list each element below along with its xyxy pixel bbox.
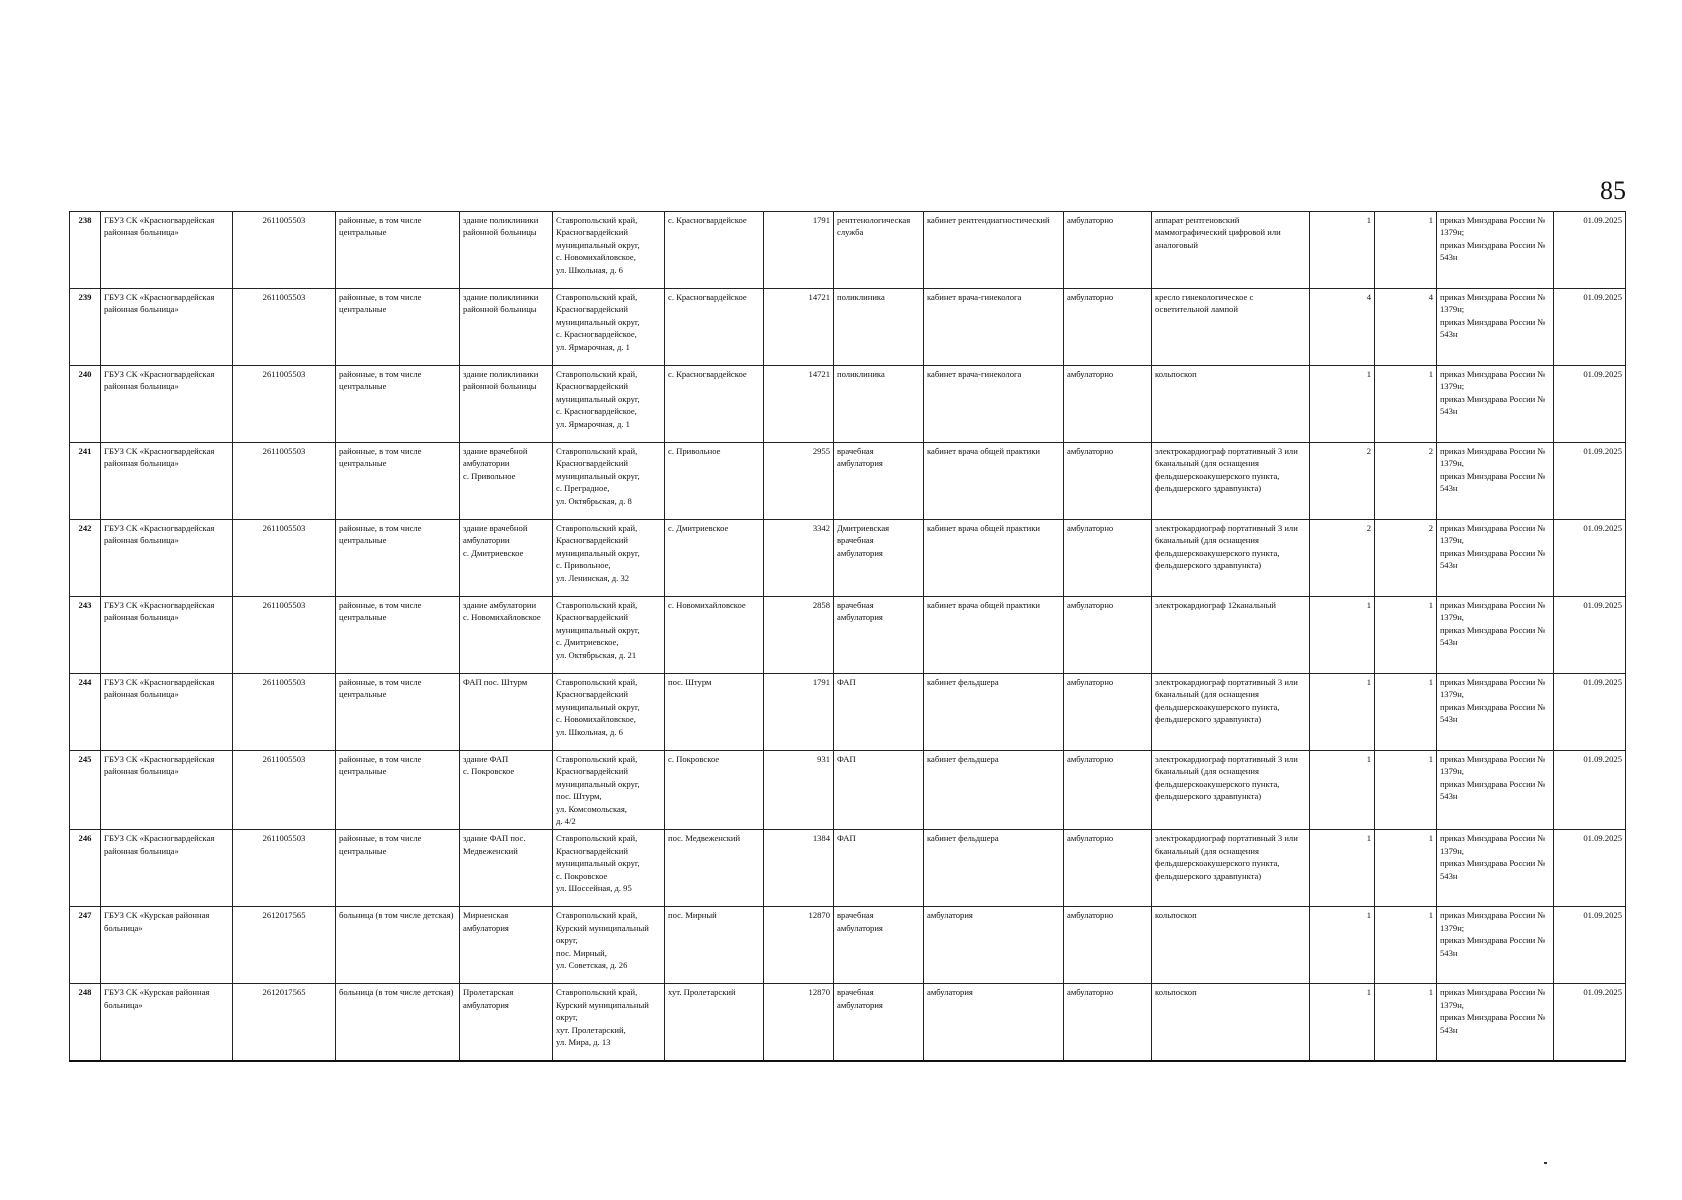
- building-cell: здание врачебной амбулатории с. Дмитриевское: [460, 520, 553, 597]
- organization-cell: ГБУЗ СК «Курская районная больница»: [101, 984, 233, 1061]
- planned-qty-cell: 4: [1375, 289, 1437, 366]
- inn-cell: 2611005503: [233, 366, 336, 443]
- population-cell: 3342: [764, 520, 834, 597]
- row-number: 239: [70, 289, 101, 366]
- table-row: [70, 289, 1626, 366]
- population-cell: 14721: [764, 366, 834, 443]
- equipment-cell: кольпоскоп: [1152, 366, 1310, 443]
- planned-qty-cell: 2: [1375, 443, 1437, 520]
- unit-cell: врачебная амбулатория: [834, 597, 924, 674]
- facility-type-cell: районные, в том числе центральные: [336, 212, 460, 289]
- organization-cell: ГБУЗ СК «Красногвардейская районная больница»: [101, 212, 233, 289]
- building-cell: Мирненская амбулатория: [460, 907, 553, 984]
- required-qty-cell: 1: [1310, 212, 1375, 289]
- settlement-cell: с. Привольное: [665, 443, 764, 520]
- required-qty-cell: 2: [1310, 520, 1375, 597]
- facility-type-cell: районные, в том числе центральные: [336, 366, 460, 443]
- facility-type-cell: районные, в том числе центральные: [336, 674, 460, 751]
- organization-cell: ГБУЗ СК «Красногвардейская районная больница»: [101, 597, 233, 674]
- mode-cell: амбулаторно: [1064, 984, 1152, 1061]
- table-row: [70, 366, 1626, 443]
- date-cell: 01.09.2025: [1554, 597, 1626, 674]
- cabinet-cell: амбулатория: [924, 907, 1064, 984]
- population-cell: 2955: [764, 443, 834, 520]
- equipment-cell: электрокардиограф портативный 3 или 6канальный (для оснащения фельдшерскоакушерского пункта, фельдшерского здравпункта): [1152, 674, 1310, 751]
- date-cell: 01.09.2025: [1554, 984, 1626, 1061]
- inn-cell: 2611005503: [233, 830, 336, 907]
- facility-type-cell: районные, в том числе центральные: [336, 597, 460, 674]
- inn-cell: 2611005503: [233, 212, 336, 289]
- row-number: 245: [70, 751, 101, 830]
- row-number: 238: [70, 212, 101, 289]
- planned-qty-cell: 1: [1375, 984, 1437, 1061]
- mode-cell: амбулаторно: [1064, 907, 1152, 984]
- date-cell: 01.09.2025: [1554, 443, 1626, 520]
- inn-cell: 2612017565: [233, 984, 336, 1061]
- address-cell: Ставропольский край, Красногвардейский муниципальный округ, с. Красногвардейское, ул. Ярмарочная, д. 1: [553, 366, 665, 443]
- basis-cell: приказ Минздрава России № 1379н; приказ Минздрава России № 543н: [1437, 289, 1554, 366]
- date-cell: 01.09.2025: [1554, 830, 1626, 907]
- date-cell: 01.09.2025: [1554, 520, 1626, 597]
- required-qty-cell: 1: [1310, 366, 1375, 443]
- facility-type-cell: больница (в том числе детская): [336, 984, 460, 1061]
- basis-cell: приказ Минздрава России № 1379н, приказ Минздрава России № 543н: [1437, 751, 1554, 830]
- equipment-cell: кольпоскоп: [1152, 984, 1310, 1061]
- population-cell: 1384: [764, 830, 834, 907]
- unit-cell: Дмитриевская врачебная амбулатория: [834, 520, 924, 597]
- mode-cell: амбулаторно: [1064, 830, 1152, 907]
- cabinet-cell: амбулатория: [924, 984, 1064, 1061]
- population-cell: 2858: [764, 597, 834, 674]
- row-number: 246: [70, 830, 101, 907]
- required-qty-cell: 1: [1310, 907, 1375, 984]
- basis-cell: приказ Минздрава России № 1379н, приказ Минздрава России № 543н: [1437, 520, 1554, 597]
- population-cell: 931: [764, 751, 834, 830]
- inn-cell: 2611005503: [233, 597, 336, 674]
- organization-cell: ГБУЗ СК «Красногвардейская районная больница»: [101, 366, 233, 443]
- settlement-cell: с. Дмитриевское: [665, 520, 764, 597]
- table-row: [70, 212, 1626, 289]
- basis-cell: приказ Минздрава России № 1379н; приказ Минздрава России № 543н: [1437, 907, 1554, 984]
- basis-cell: приказ Минздрава России № 1379н, приказ Минздрава России № 543н: [1437, 443, 1554, 520]
- required-qty-cell: 1: [1310, 830, 1375, 907]
- equipment-cell: электрокардиограф портативный 3 или 6канальный (для оснащения фельдшерскоакушерского пункта, фельдшерского здравпункта): [1152, 520, 1310, 597]
- unit-cell: поликлиника: [834, 289, 924, 366]
- mode-cell: амбулаторно: [1064, 366, 1152, 443]
- address-cell: Ставропольский край, Курский муниципальный округ, хут. Пролетарский, ул. Мира, д. 13: [553, 984, 665, 1061]
- building-cell: Пролетарская амбулатория: [460, 984, 553, 1061]
- unit-cell: ФАП: [834, 751, 924, 830]
- table-row: [70, 443, 1626, 520]
- settlement-cell: с. Красногвардейское: [665, 212, 764, 289]
- planned-qty-cell: 1: [1375, 907, 1437, 984]
- inn-cell: 2612017565: [233, 907, 336, 984]
- address-cell: Ставропольский край, Красногвардейский муниципальный округ, пос. Штурм, ул. Комсомольская, д. 4/2: [553, 751, 665, 830]
- equipment-cell: электрокардиограф 12канальный: [1152, 597, 1310, 674]
- row-number: 244: [70, 674, 101, 751]
- organization-cell: ГБУЗ СК «Красногвардейская районная больница»: [101, 520, 233, 597]
- mode-cell: амбулаторно: [1064, 597, 1152, 674]
- cabinet-cell: кабинет врача-гинеколога: [924, 289, 1064, 366]
- mode-cell: амбулаторно: [1064, 520, 1152, 597]
- cabinet-cell: кабинет врача общей практики: [924, 520, 1064, 597]
- required-qty-cell: 4: [1310, 289, 1375, 366]
- row-number: 242: [70, 520, 101, 597]
- mode-cell: амбулаторно: [1064, 212, 1152, 289]
- address-cell: Ставропольский край, Красногвардейский муниципальный округ, с. Привольное, ул. Ленинская, д. 32: [553, 520, 665, 597]
- facility-type-cell: районные, в том числе центральные: [336, 289, 460, 366]
- date-cell: 01.09.2025: [1554, 366, 1626, 443]
- building-cell: здание врачебной амбулатории с. Привольное: [460, 443, 553, 520]
- date-cell: 01.09.2025: [1554, 674, 1626, 751]
- organization-cell: ГБУЗ СК «Красногвардейская районная больница»: [101, 674, 233, 751]
- building-cell: здание поликлиники районной больницы: [460, 212, 553, 289]
- unit-cell: врачебная амбулатория: [834, 984, 924, 1061]
- building-cell: здание ФАП с. Покровское: [460, 751, 553, 830]
- building-cell: здание поликлиники районной больницы: [460, 289, 553, 366]
- cabinet-cell: кабинет врача общей практики: [924, 597, 1064, 674]
- required-qty-cell: 1: [1310, 751, 1375, 830]
- basis-cell: приказ Минздрава России № 1379н, приказ Минздрава России № 543н: [1437, 984, 1554, 1061]
- equipment-cell: аппарат рентгеновский маммографический цифровой или аналоговый: [1152, 212, 1310, 289]
- population-cell: 12870: [764, 984, 834, 1061]
- inn-cell: 2611005503: [233, 289, 336, 366]
- inn-cell: 2611005503: [233, 520, 336, 597]
- address-cell: Ставропольский край, Красногвардейский муниципальный округ, с. Красногвардейское, ул. Ярмарочная, д. 1: [553, 289, 665, 366]
- organization-cell: ГБУЗ СК «Красногвардейская районная больница»: [101, 830, 233, 907]
- table-row: [70, 907, 1626, 984]
- cabinet-cell: кабинет врача-гинеколога: [924, 366, 1064, 443]
- date-cell: 01.09.2025: [1554, 907, 1626, 984]
- organization-cell: ГБУЗ СК «Красногвардейская районная больница»: [101, 751, 233, 830]
- mode-cell: амбулаторно: [1064, 751, 1152, 830]
- inn-cell: 2611005503: [233, 443, 336, 520]
- unit-cell: врачебная амбулатория: [834, 907, 924, 984]
- building-cell: здание амбулатории с. Новомихайловское: [460, 597, 553, 674]
- date-cell: 01.09.2025: [1554, 751, 1626, 830]
- basis-cell: приказ Минздрава России № 1379н, приказ Минздрава России № 543н: [1437, 597, 1554, 674]
- basis-cell: приказ Минздрава России № 1379н; приказ Минздрава России № 543н: [1437, 212, 1554, 289]
- page-number: 85: [1600, 176, 1626, 205]
- facility-type-cell: районные, в том числе центральные: [336, 520, 460, 597]
- organization-cell: ГБУЗ СК «Курская районная больница»: [101, 907, 233, 984]
- date-cell: 01.09.2025: [1554, 212, 1626, 289]
- equipment-cell: электрокардиограф портативный 3 или 6канальный (для оснащения фельдшерскоакушерского пункта, фельдшерского здравпункта): [1152, 830, 1310, 907]
- cabinet-cell: кабинет фельдшера: [924, 751, 1064, 830]
- population-cell: 12870: [764, 907, 834, 984]
- settlement-cell: с. Красногвардейское: [665, 366, 764, 443]
- equipment-cell: кресло гинекологическое с осветительной лампой: [1152, 289, 1310, 366]
- table-row: [70, 830, 1626, 907]
- address-cell: Ставропольский край, Красногвардейский муниципальный округ, с. Новомихайловское, ул. Школьная, д. 6: [553, 212, 665, 289]
- facility-type-cell: районные, в том числе центральные: [336, 830, 460, 907]
- table-row: [70, 597, 1626, 674]
- equipment-cell: электрокардиограф портативный 3 или 6канальный (для оснащения фельдшерскоакушерского пункта, фельдшерского здравпункта): [1152, 443, 1310, 520]
- settlement-cell: пос. Штурм: [665, 674, 764, 751]
- population-cell: 14721: [764, 289, 834, 366]
- mode-cell: амбулаторно: [1064, 289, 1152, 366]
- address-cell: Ставропольский край, Красногвардейский муниципальный округ, с. Покровское ул. Шоссейная, д. 95: [553, 830, 665, 907]
- unit-cell: рентгенологическая служба: [834, 212, 924, 289]
- building-cell: здание поликлиники районной больницы: [460, 366, 553, 443]
- scan-mark: [1544, 1162, 1547, 1164]
- cabinet-cell: кабинет фельдшера: [924, 674, 1064, 751]
- required-qty-cell: 2: [1310, 443, 1375, 520]
- settlement-cell: с. Красногвардейское: [665, 289, 764, 366]
- cabinet-cell: кабинет врача общей практики: [924, 443, 1064, 520]
- facility-type-cell: районные, в том числе центральные: [336, 443, 460, 520]
- row-number: 240: [70, 366, 101, 443]
- basis-cell: приказ Минздрава России № 1379н, приказ Минздрава России № 543н: [1437, 830, 1554, 907]
- building-cell: здание ФАП пос. Медвеженский: [460, 830, 553, 907]
- address-cell: Ставропольский край, Красногвардейский муниципальный округ, с. Новомихайловское, ул. Школьная, д. 6: [553, 674, 665, 751]
- unit-cell: ФАП: [834, 830, 924, 907]
- planned-qty-cell: 1: [1375, 674, 1437, 751]
- row-number: 247: [70, 907, 101, 984]
- table-body: [70, 212, 1626, 1061]
- mode-cell: амбулаторно: [1064, 443, 1152, 520]
- settlement-cell: хут. Пролетарский: [665, 984, 764, 1061]
- row-number: 241: [70, 443, 101, 520]
- inn-cell: 2611005503: [233, 674, 336, 751]
- population-cell: 1791: [764, 212, 834, 289]
- table-row: [70, 984, 1626, 1061]
- facility-type-cell: районные, в том числе центральные: [336, 751, 460, 830]
- basis-cell: приказ Минздрава России № 1379н; приказ Минздрава России № 543н: [1437, 366, 1554, 443]
- organization-cell: ГБУЗ СК «Красногвардейская районная больница»: [101, 289, 233, 366]
- planned-qty-cell: 1: [1375, 830, 1437, 907]
- equipment-table: [69, 211, 1626, 1062]
- facility-type-cell: больница (в том числе детская): [336, 907, 460, 984]
- required-qty-cell: 1: [1310, 984, 1375, 1061]
- planned-qty-cell: 1: [1375, 366, 1437, 443]
- basis-cell: приказ Минздрава России № 1379н, приказ Минздрава России № 543н: [1437, 674, 1554, 751]
- row-number: 248: [70, 984, 101, 1061]
- address-cell: Ставропольский край, Курский муниципальный округ, пос. Мирный, ул. Советская, д. 26: [553, 907, 665, 984]
- equipment-cell: электрокардиограф портативный 3 или 6канальный (для оснащения фельдшерскоакушерского пункта, фельдшерского здравпункта): [1152, 751, 1310, 830]
- planned-qty-cell: 1: [1375, 212, 1437, 289]
- organization-cell: ГБУЗ СК «Красногвардейская районная больница»: [101, 443, 233, 520]
- settlement-cell: с. Новомихайловское: [665, 597, 764, 674]
- inn-cell: 2611005503: [233, 751, 336, 830]
- table-row: [70, 674, 1626, 751]
- table-row: [70, 751, 1626, 830]
- settlement-cell: с. Покровское: [665, 751, 764, 830]
- unit-cell: ФАП: [834, 674, 924, 751]
- population-cell: 1791: [764, 674, 834, 751]
- unit-cell: врачебная амбулатория: [834, 443, 924, 520]
- planned-qty-cell: 1: [1375, 751, 1437, 830]
- date-cell: 01.09.2025: [1554, 289, 1626, 366]
- equipment-cell: кольпоскоп: [1152, 907, 1310, 984]
- settlement-cell: пос. Медвеженский: [665, 830, 764, 907]
- building-cell: ФАП пос. Штурм: [460, 674, 553, 751]
- address-cell: Ставропольский край, Красногвардейский муниципальный округ, с. Дмитриевское, ул. Октябрьская, д. 21: [553, 597, 665, 674]
- required-qty-cell: 1: [1310, 597, 1375, 674]
- cabinet-cell: кабинет фельдшера: [924, 830, 1064, 907]
- cabinet-cell: кабинет рентгендиагностический: [924, 212, 1064, 289]
- unit-cell: поликлиника: [834, 366, 924, 443]
- mode-cell: амбулаторно: [1064, 674, 1152, 751]
- planned-qty-cell: 1: [1375, 597, 1437, 674]
- row-number: 243: [70, 597, 101, 674]
- address-cell: Ставропольский край, Красногвардейский муниципальный округ, с. Преградное, ул. Октябрьская, д. 8: [553, 443, 665, 520]
- planned-qty-cell: 2: [1375, 520, 1437, 597]
- required-qty-cell: 1: [1310, 674, 1375, 751]
- settlement-cell: пос. Мирный: [665, 907, 764, 984]
- table-row: [70, 520, 1626, 597]
